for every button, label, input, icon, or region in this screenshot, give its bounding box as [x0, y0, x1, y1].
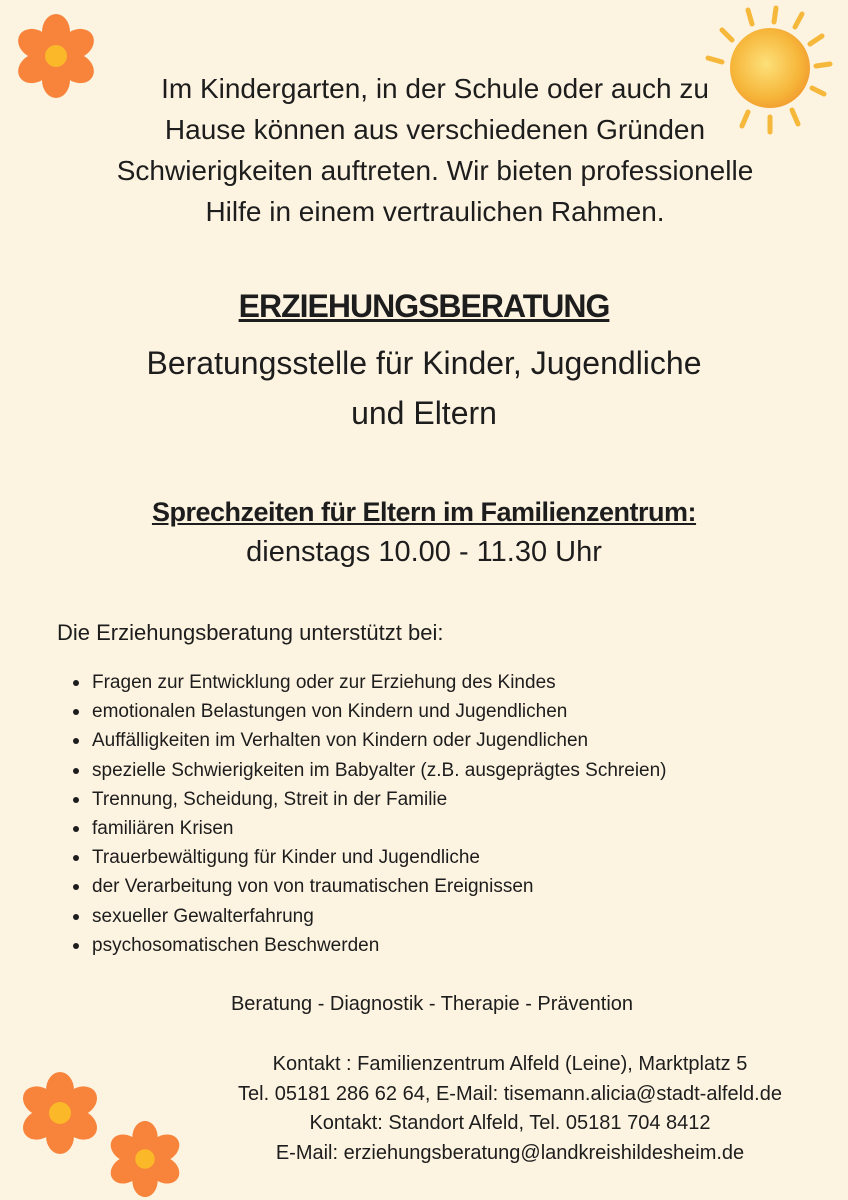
- support-list: [70, 668, 667, 960]
- list-item: der Verarbeitung von von traumatischen Ereignissen: [70, 872, 667, 901]
- list-item: Fragen zur Entwicklung oder zur Erziehung des Kindes: [70, 668, 667, 697]
- intro-line: Schwierigkeiten auftreten. Wir bieten professionelle: [116, 155, 754, 186]
- list-item: familiären Krisen: [70, 814, 667, 843]
- list-item: psychosomatischen Beschwerden: [70, 931, 667, 960]
- contact-line: Tel. 05181 286 62 64, E-Mail: tisemann.alicia@stadt-alfeld.de: [238, 1082, 782, 1105]
- flower-icon: [103, 1118, 187, 1200]
- support-intro: Die Erziehungsberatung unterstützt bei:: [57, 620, 444, 645]
- list-item: emotionalen Belastungen von Kindern und Jugendlichen: [70, 697, 667, 726]
- office-hours-title: Sprechzeiten für Eltern im Familienzentrum:: [151, 497, 697, 527]
- contact-line: Kontakt: Standort Alfeld, Tel. 05181 704 8412: [309, 1112, 711, 1134]
- flower-icon: [10, 10, 102, 102]
- subtitle: [0, 338, 848, 438]
- contact-block: [200, 1050, 820, 1168]
- list-item: Auffälligkeiten im Verhalten von Kindern oder Jugendlichen: [70, 726, 667, 755]
- flower-icon: [15, 1068, 105, 1158]
- contact-line: E-Mail: erziehungsberatung@landkreishildesheim.de: [275, 1141, 745, 1164]
- intro-line: Hause können aus verschiedenen Gründen: [164, 114, 706, 145]
- intro-paragraph: [90, 68, 780, 232]
- list-item: spezielle Schwierigkeiten im Babyalter (z.B. ausgeprägtes Schreien): [70, 756, 667, 785]
- intro-line: Hilfe in einem vertraulichen Rahmen.: [205, 196, 665, 227]
- services-line: Beratung - Diagnostik - Therapie - Prävention: [230, 993, 634, 1015]
- list-item: Trauerbewältigung für Kinder und Jugendliche: [70, 843, 667, 872]
- subtitle-line: Beratungsstelle für Kinder, Jugendliche: [146, 345, 702, 381]
- list-item: Trennung, Scheidung, Streit in der Familie: [70, 785, 667, 814]
- intro-line: Im Kindergarten, in der Schule oder auch zu: [161, 73, 709, 104]
- list-item: sexueller Gewalterfahrung: [70, 902, 667, 931]
- office-hours-time: dienstags 10.00 - 11.30 Uhr: [246, 536, 602, 568]
- subtitle-line: und Eltern: [351, 395, 497, 431]
- page-title: ERZIEHUNGSBERATUNG: [238, 288, 610, 324]
- contact-line: Kontakt : Familienzentrum Alfeld (Leine), Marktplatz 5: [272, 1053, 748, 1075]
